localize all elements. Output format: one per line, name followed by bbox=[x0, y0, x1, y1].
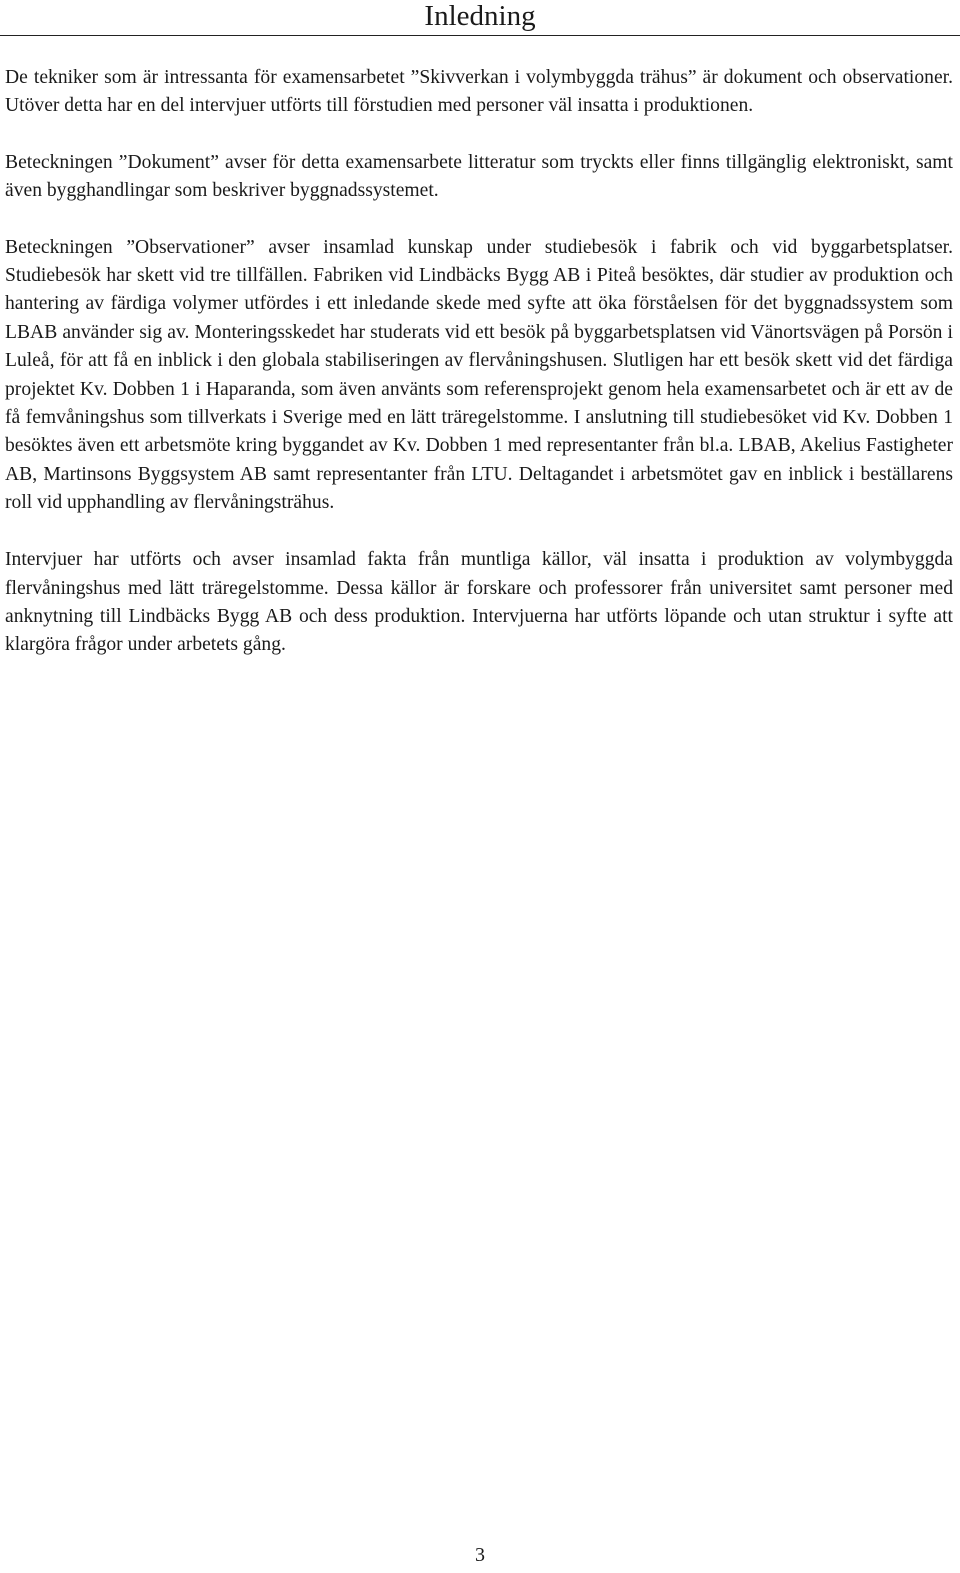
body-text bbox=[5, 64, 953, 688]
paragraph-observationer: Beteckningen ”Observationer” avser insamlad kunskap under studiebesök i fabrik och vid byggarbetsplatser. Studiebesök har skett vid tre tillfällen. Fabriken vid Lindbäcks Bygg AB i Piteå besöktes, där studier av produktion och hantering av färdiga volymer utfördes i ett inledande skede med syfte att öka förståelsen för det byggnadssystem som LBAB använder sig av. Monteringsskedet har studerats vid ett besök på byggarbetsplatsen vid Vänortsvägen på Porsön i Luleå, för att få en inblick i den globala stabiliseringen av flervåningshusen. Slutligen har ett besök skett vid det färdiga projektet Kv. Dobben 1 i Haparanda, som även använts som referensprojekt genom hela examensarbetet och är ett av de få femvåningshus som tillverkats i Sverige med en lätt träregelstomme. I anslutning till studiebesöket vid Kv. Dobben 1 besöktes även ett arbetsmöte kring byggandet av Kv. Dobben 1 med representanter från bl.a. LBAB, Akelius Fastigheter AB, Martinsons Byggsystem AB samt representanter från LTU. Deltagandet i arbetsmötet gav en inblick i beställarens roll vid upphandling av flervåningsträhus. bbox=[5, 236, 953, 514]
paragraph-dokument: Beteckningen ”Dokument” avser för detta examensarbete litteratur som tryckts eller finns tillgänglig elektroniskt, samt även bygghandlingar som beskriver byggnadssystemet. bbox=[5, 151, 953, 202]
paragraph-intro: De tekniker som är intressanta för examensarbetet ”Skivverkan i volymbyggda trähus” är dokument och observationer. Utöver detta har en del intervjuer utförts till förstudien med personer väl insatta i produktionen. bbox=[5, 67, 953, 117]
page-number: 3 bbox=[475, 1544, 485, 1566]
page-header bbox=[0, 0, 960, 36]
page-title: Inledning bbox=[424, 0, 536, 32]
paragraph-intervjuer: Intervjuer har utförts och avser insamlad fakta från muntliga källor, väl insatta i produktion av volymbyggda flervåningshus med lätt träregelstomme. Dessa källor är forskare och professorer från universitet samt personer med anknytning till Lindbäcks Bygg AB och dess produktion. Intervjuerna har utförts löpande och utan struktur i syfte att klargöra frågor under arbetets gång. bbox=[5, 549, 953, 656]
